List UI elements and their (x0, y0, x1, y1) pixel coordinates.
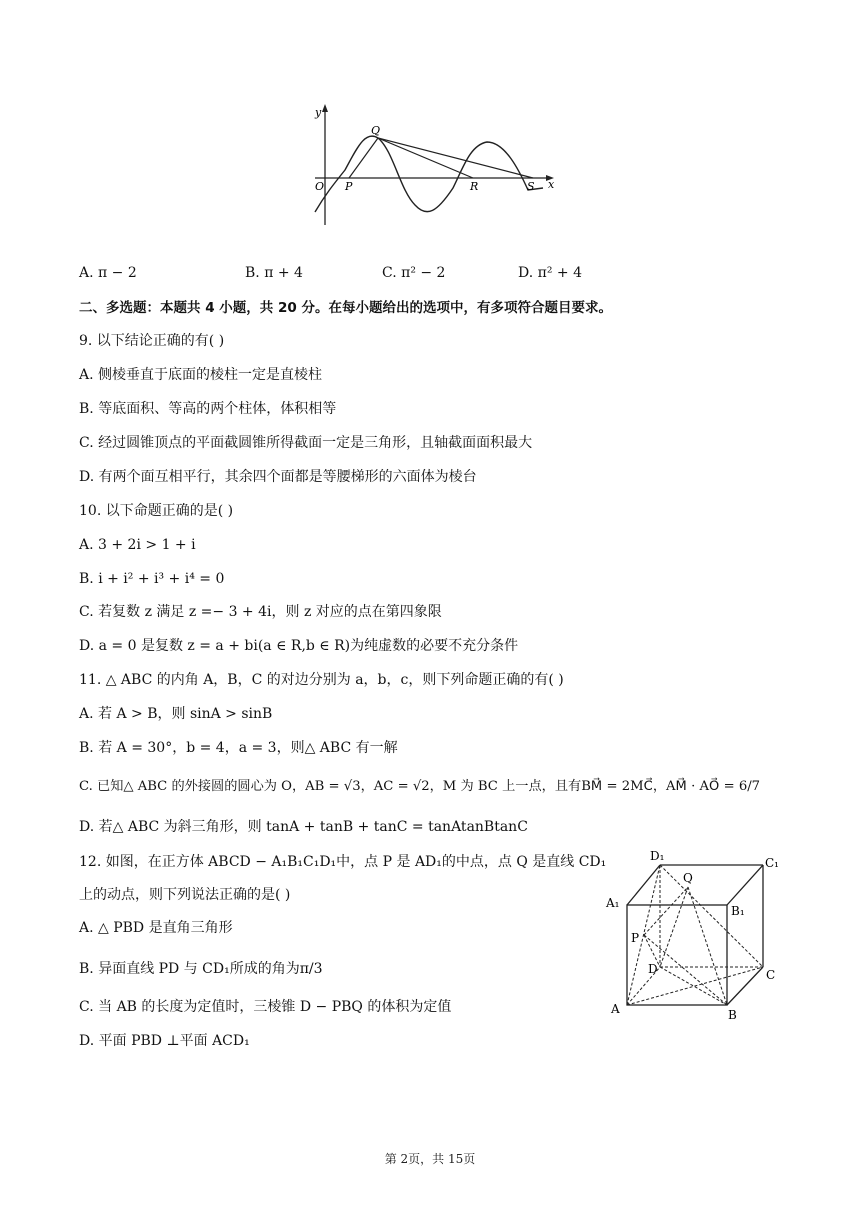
q12-option-a: A. △ PBD 是直角三角形 (79, 920, 233, 936)
q10-option-c: C. 若复数 z 满足 z =− 3 + 4i，则 z 对应的点在第四象限 (79, 604, 442, 620)
q8-option-b: B. π + 4 (245, 265, 303, 281)
section-heading: 二、多选题：本题共 4 小题，共 20 分。在每小题给出的选项中，有多项符合题目要求。 (79, 300, 612, 316)
q9-stem: 9. 以下结论正确的有( ) (79, 333, 225, 349)
q11-stem: 11. △ ABC 的内角 A，B，C 的对边分别为 a，b，c，则下列命题正确的有( ) (79, 672, 564, 688)
q12-option-b: B. 异面直线 PD 与 CD₁所成的角为π/3 (79, 961, 323, 977)
label-D1: D₁ (650, 849, 665, 863)
label-A1: A₁ (606, 896, 620, 910)
label-Q: Q (371, 124, 381, 137)
label-Q: Q (683, 871, 693, 885)
label-A: A (611, 1002, 620, 1016)
q10-option-a: A. 3 + 2i > 1 + i (79, 537, 196, 553)
q11-option-d: D. 若△ ABC 为斜三角形，则 tanA + tanB + tanC = tanAtanBtanC (79, 819, 528, 835)
label-C1: C₁ (765, 856, 779, 870)
label-P: P (631, 931, 640, 945)
sine-curve (315, 136, 543, 212)
segment-QP (349, 138, 378, 178)
q12-option-c: C. 当 AB 的长度为定值时，三棱锥 D − PBQ 的体积为定值 (79, 999, 452, 1015)
q12-stem-line1: 12. 如图，在正方体 ABCD − A₁B₁C₁D₁中，点 P 是 AD₁的中点，点 Q 是直线 CD₁ (79, 854, 607, 870)
q9-option-b: B. 等底面积、等高的两个柱体，体积相等 (79, 401, 337, 417)
label-R: R (470, 180, 479, 193)
q8-option-d: D. π² + 4 (518, 265, 582, 281)
q8-option-a: A. π − 2 (79, 265, 137, 281)
line-PQ (644, 887, 688, 935)
label-C: C (766, 968, 776, 982)
q11-option-b: B. 若 A = 30°，b = 4，a = 3，则△ ABC 有一解 (79, 740, 398, 756)
cube-front-face (627, 905, 727, 1005)
label-P: P (345, 180, 353, 193)
page-footer: 第 2页，共 15页 (384, 1152, 476, 1166)
q12-option-d: D. 平面 PBD ⊥平面 ACD₁ (79, 1033, 250, 1049)
q12-stem-line2: 上的动点，则下列说法正确的是( ) (79, 887, 291, 903)
q11-option-c: C. 已知△ ABC 的外接圆的圆心为 O，AB = √3，AC = √2，M 为 BC 上一点，且有BM⃗ = 2MC⃗，AM⃗ · AO⃗ = 6/7 (79, 779, 761, 794)
edge-B1C1 (727, 865, 763, 905)
segment-QR (378, 138, 473, 178)
q9-option-a: A. 侧棱垂直于底面的棱柱一定是直棱柱 (79, 367, 323, 383)
sine-curve-figure (305, 100, 560, 230)
label-D: D (648, 962, 658, 976)
label-y: y (315, 106, 322, 119)
edge-A1D1 (627, 865, 660, 905)
q11-option-a: A. 若 A > B，则 sinA > sinB (79, 706, 273, 722)
line-DB (660, 967, 727, 1005)
q10-stem: 10. 以下命题正确的是( ) (79, 503, 234, 519)
line-D1C (660, 865, 763, 967)
label-S: S (527, 180, 535, 193)
q8-option-c: C. π² − 2 (382, 265, 446, 281)
label-x: x (548, 178, 555, 191)
q10-option-b: B. i + i² + i³ + i⁴ = 0 (79, 571, 225, 587)
edge-BC (727, 967, 763, 1005)
q9-option-c: C. 经过圆锥顶点的平面截圆锥所得截面一定是三角形，且轴截面面积最大 (79, 435, 533, 451)
label-B1: B₁ (731, 904, 745, 918)
line-QD (660, 887, 688, 967)
q9-option-d: D. 有两个面互相平行，其余四个面都是等腰梯形的六面体为棱台 (79, 469, 477, 485)
label-O: O (315, 180, 325, 193)
y-axis-arrow (322, 104, 328, 112)
label-B: B (728, 1008, 737, 1022)
cube-figure (600, 845, 790, 1025)
q10-option-d: D. a = 0 是复数 z = a + bi(a ∈ R,b ∈ R)为纯虚数的必要不充分条件 (79, 638, 519, 654)
